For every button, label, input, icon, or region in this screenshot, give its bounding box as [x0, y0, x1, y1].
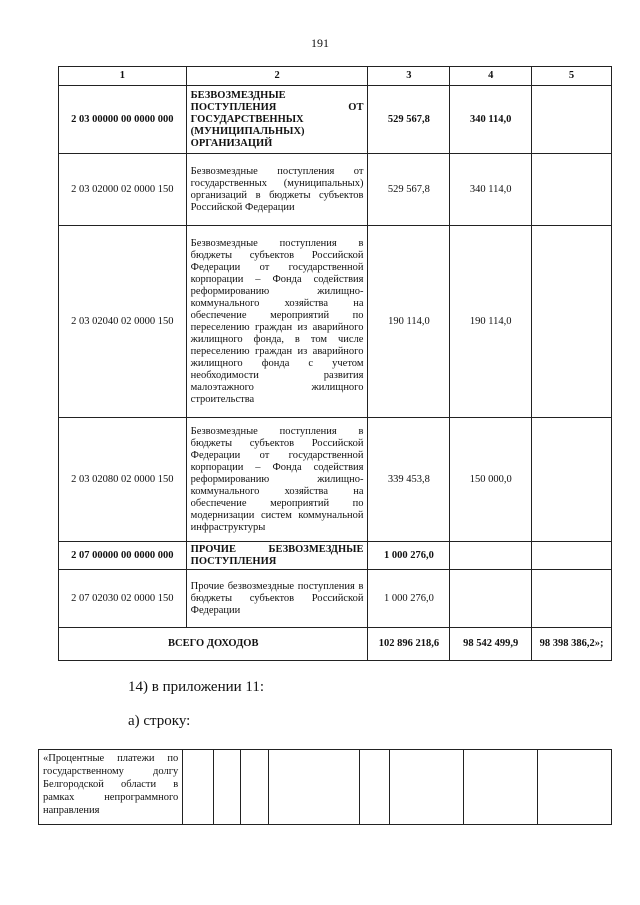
- header-cell: 3: [368, 67, 450, 86]
- value-cell: [532, 418, 612, 542]
- empty-cell: [390, 750, 463, 825]
- name-cell: ПРОЧИЕ БЕЗВОЗМЕЗДНЫЕ ПОСТУПЛЕНИЯ: [186, 542, 368, 570]
- table-row: [59, 154, 612, 226]
- paragraph-a: а) строку:: [128, 713, 191, 729]
- code-cell: 2 03 00000 00 0000 000: [59, 86, 187, 154]
- value-cell: 529 567,8: [368, 86, 450, 154]
- code-cell: 2 03 02000 02 0000 150: [59, 154, 187, 226]
- empty-cell: [360, 750, 390, 825]
- empty-cell: [268, 750, 359, 825]
- name-cell: Безвозмездные поступления от государственных (муниципальных) организаций в бюджеты субъектов Российской Федерации: [186, 154, 368, 226]
- total-row: [59, 628, 612, 661]
- total-label: ВСЕГО ДОХОДОВ: [59, 628, 368, 661]
- value-cell: 340 114,0: [450, 154, 532, 226]
- table-header-row: [59, 67, 612, 86]
- value-cell: [532, 570, 612, 628]
- value-cell: [532, 86, 612, 154]
- table-row: [59, 542, 612, 570]
- value-cell: [532, 226, 612, 418]
- table-row: [59, 86, 612, 154]
- empty-cell: [537, 750, 611, 825]
- name-cell: Прочие безвозмездные поступления в бюджеты субъектов Российской Федерации: [186, 570, 368, 628]
- table-row: [59, 226, 612, 418]
- header-cell: 1: [59, 67, 187, 86]
- value-cell: 190 114,0: [450, 226, 532, 418]
- revenue-table: [58, 66, 612, 661]
- value-cell: [532, 542, 612, 570]
- page-number: 191: [311, 36, 329, 50]
- value-cell: [532, 154, 612, 226]
- value-cell: 340 114,0: [450, 86, 532, 154]
- value-cell: 1 000 276,0: [368, 570, 450, 628]
- code-cell: 2 03 02080 02 0000 150: [59, 418, 187, 542]
- code-cell: 2 07 02030 02 0000 150: [59, 570, 187, 628]
- table-row: [59, 570, 612, 628]
- empty-cell: [183, 750, 213, 825]
- total-value: 102 896 218,6: [368, 628, 450, 661]
- empty-cell: [213, 750, 240, 825]
- total-value: 98 398 386,2»;: [532, 628, 612, 661]
- expense-row-table: [38, 749, 612, 825]
- header-cell: 4: [450, 67, 532, 86]
- total-value: 98 542 499,9: [450, 628, 532, 661]
- empty-cell: [241, 750, 268, 825]
- value-cell: 150 000,0: [450, 418, 532, 542]
- expense-name-cell: «Процентные платежи по государственному долгу Белгородской области в рамках непрограммного направления: [39, 750, 183, 825]
- value-cell: [450, 542, 532, 570]
- table-row: [59, 418, 612, 542]
- code-cell: 2 07 00000 00 0000 000: [59, 542, 187, 570]
- paragraph-14: 14) в приложении 11:: [128, 679, 265, 695]
- value-cell: 529 567,8: [368, 154, 450, 226]
- value-cell: 190 114,0: [368, 226, 450, 418]
- value-cell: [450, 570, 532, 628]
- name-cell: Безвозмездные поступления в бюджеты субъектов Российской Федерации от государственной корпорации – Фонда содействия реформированию жилищно-коммунального хозяйства на обеспечение мероприятий по модернизации систем коммунальной инфраструктуры: [186, 418, 368, 542]
- value-cell: 1 000 276,0: [368, 542, 450, 570]
- code-cell: 2 03 02040 02 0000 150: [59, 226, 187, 418]
- empty-cell: [463, 750, 537, 825]
- value-cell: 339 453,8: [368, 418, 450, 542]
- name-cell: БЕЗВОЗМЕЗДНЫЕ ПОСТУПЛЕНИЯ ОТ ГОСУДАРСТВЕННЫХ (МУНИЦИПАЛЬНЫХ) ОРГАНИЗАЦИЙ: [186, 86, 368, 154]
- header-cell: 2: [186, 67, 368, 86]
- header-cell: 5: [532, 67, 612, 86]
- name-cell: Безвозмездные поступления в бюджеты субъектов Российской Федерации от государственной корпорации – Фонда содействия реформированию жилищно-коммунального хозяйства на обеспечение мероприятий по переселению граждан из аварийного жилищного фонда, в том числе переселению граждан из аварийного жилищного фонда с учетом необходимости развития малоэтажного жилищного строительства: [186, 226, 368, 418]
- table-row: [39, 750, 612, 825]
